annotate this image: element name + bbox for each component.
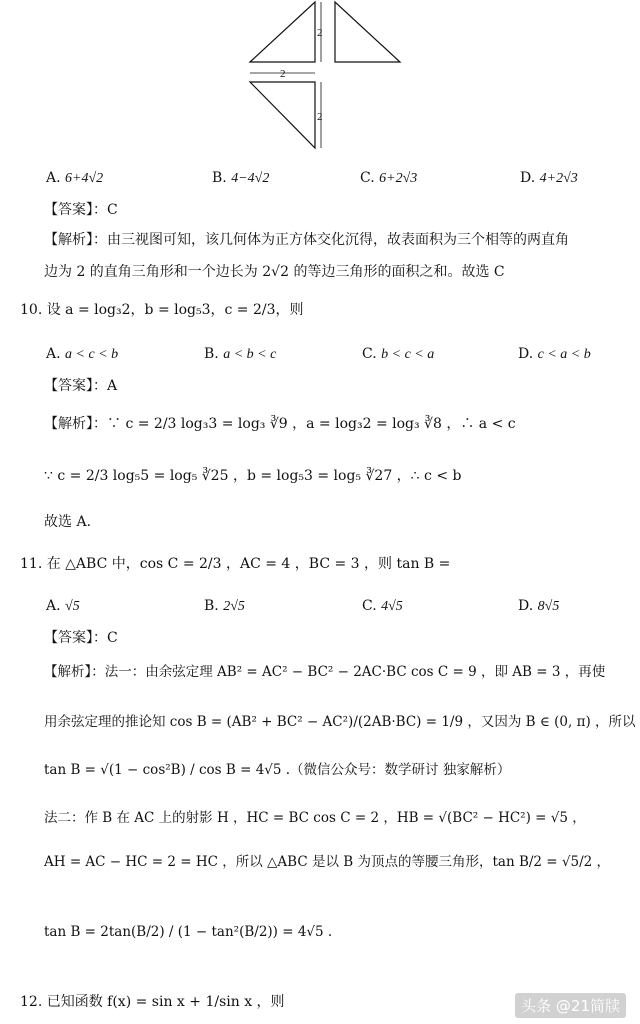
dim-width-label: 2 (280, 68, 286, 80)
q11-analysis-line6: tan B = 2tan(B/2) / (1 − tan²(B/2)) = 4√5 . (44, 924, 333, 940)
q11-option-c: C. 4√5 (362, 598, 403, 614)
side-view-triangle (335, 2, 400, 62)
q11-analysis-line5: AH = AC − HC = 2 = HC ，所以 △ABC 是以 B 为顶点的等腰三角形，tan B/2 = √5/2 ， (44, 854, 611, 870)
q11-analysis-line4: 法二：作 B 在 AC 上的射影 H ，HC = BC cos C = 2 ，HB = √(BC² − HC²) = √5 ， (44, 810, 586, 826)
q10-option-c: C. b < c < a (362, 346, 435, 362)
q11-analysis-line2: 用余弦定理的推论知 cos B = (AB² + BC² − AC²)/(2AB·BC) = 1/9 ，又因为 B ∈ (0, π) ，所以 (44, 714, 636, 730)
q10-analysis-line1: 【解析】：∵ c = 2/3 log₃3 = log₃ ∛9 ，a = log₃2 = log₃ ∛8 ，∴ a < c (44, 416, 516, 432)
three-view-figure (245, 0, 410, 160)
q10-option-b: B. a < b < c (204, 346, 277, 362)
front-view-triangle (250, 2, 315, 62)
q11-answer: 【答案】：C (44, 630, 118, 646)
watermark: 头条 @21简牍 (515, 993, 626, 1018)
q9-answer: 【答案】：C (44, 202, 118, 218)
q9-analysis-line2: 边为 2 的直角三角形和一个边长为 2√2 的等边三角形的面积之和。故选 C (44, 264, 505, 280)
q11-analysis-line3: tan B = √(1 − cos²B) / cos B = 4√5 .（微信公众号：数学研讨 独家解析） (44, 762, 511, 778)
top-view-triangle (250, 82, 315, 148)
q10-conclusion: 故选 A. (44, 514, 92, 530)
dim-bottom-label: 2 (317, 111, 323, 123)
q9-option-c: C. 6+2√3 (360, 170, 418, 186)
q12-stem: 12. 已知函数 f(x) = sin x + 1/sin x ，则 (20, 994, 285, 1010)
q10-analysis-line2: ∵ c = 2/3 log₅5 = log₅ ∛25 ，b = log₅3 = log₅ ∛27 ，∴ c < b (44, 468, 462, 484)
q11-stem: 11. 在 △ABC 中，cos C = 2/3 ，AC = 4 ，BC = 3 ，则 tan B = (20, 556, 451, 572)
q9-option-a: A. 6+4√2 (46, 170, 104, 186)
q9-option-d: D. 4+2√3 (520, 170, 578, 186)
q9-analysis-line1: 【解析】：由三视图可知，该几何体为正方体交化沉得，故表面积为三个相等的两直角 (44, 232, 569, 248)
q11-analysis-line1: 【解析】：法一：由余弦定理 AB² = AC² − BC² − 2AC·BC cos C = 9 ，即 AB = 3 ，再使 (44, 664, 606, 680)
q9-option-b: B. 4−4√2 (212, 170, 270, 186)
q11-option-d: D. 8√5 (518, 598, 560, 614)
q10-option-a: A. a < c < b (46, 346, 119, 362)
dim-top-label: 2 (317, 27, 323, 39)
q10-option-d: D. c < a < b (518, 346, 591, 362)
q11-option-a: A. √5 (46, 598, 80, 614)
q10-stem: 10. 设 a = log₃2，b = log₅3，c = 2/3，则 (20, 302, 304, 318)
q11-option-b: B. 2√5 (204, 598, 245, 614)
q10-answer: 【答案】：A (44, 378, 118, 394)
